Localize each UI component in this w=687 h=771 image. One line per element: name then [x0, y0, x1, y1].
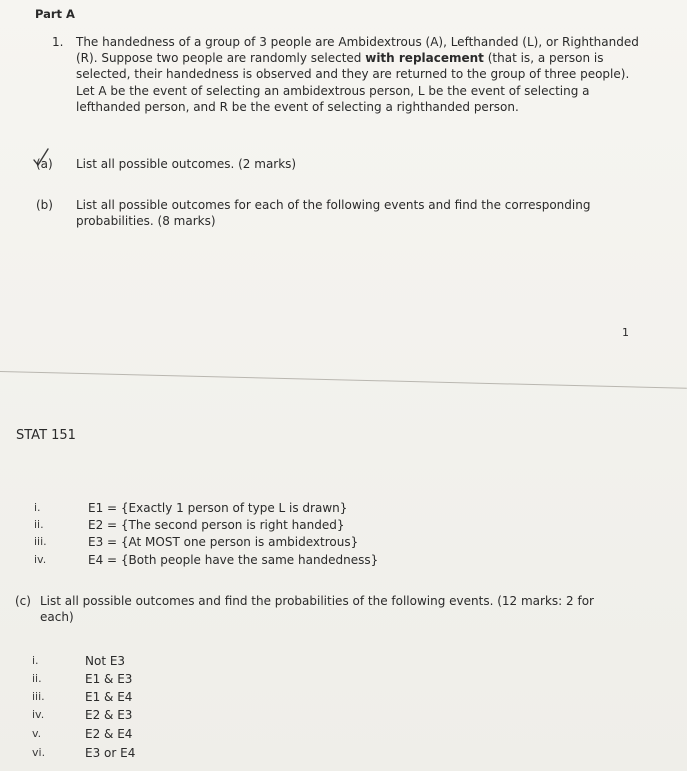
course-header: STAT 151 — [16, 428, 76, 443]
part-a-text: List all possible outcomes. (2 marks) — [76, 157, 297, 171]
part-c-text: List all possible outcomes and find the probabilities of the following events. (12 marks: 2 for each) — [40, 594, 594, 625]
question-text-part2: (that is, a person is selected, their handedness is observed and they are returned to the group of three people). Let A be the event of selecting an ambidextrous person, L be the event of selecting a lefthanded person, and R be the event of selecting a righthanded person. — [76, 51, 630, 114]
event-roman: iii. — [34, 535, 47, 548]
part-c-label: (c) — [15, 594, 31, 608]
combo-roman: iv. — [32, 708, 45, 721]
event-text: E1 = {Exactly 1 person of type L is drawn} — [88, 501, 348, 515]
combo-text: E2 & E3 — [85, 708, 133, 722]
event-text: E3 = {At MOST one person is ambidextrous} — [88, 535, 359, 549]
combo-roman: ii. — [32, 672, 42, 685]
combo-roman: vi. — [32, 746, 46, 759]
combo-text: E3 or E4 — [85, 746, 136, 760]
question-text — [76, 34, 651, 115]
page-break-divider — [0, 371, 687, 389]
question-text-bold: with replacement — [365, 51, 484, 66]
event-roman: i. — [34, 501, 41, 514]
combo-text: E1 & E3 — [85, 672, 133, 686]
part-a-label: (a) — [36, 157, 53, 171]
event-roman: ii. — [34, 518, 44, 531]
question-number: 1. — [52, 35, 64, 49]
event-text: E2 = {The second person is right handed} — [88, 518, 345, 532]
part-label: Part A — [35, 7, 75, 21]
combo-text: Not E3 — [85, 654, 126, 668]
part-b-label: (b) — [36, 198, 53, 212]
event-roman: iv. — [34, 553, 47, 566]
question-text-part1: The handedness of a group of 3 people are Ambidextrous (A), Lefthanded (L), or Righthanded (R). Suppose two people are randomly selected — [76, 35, 639, 66]
combo-roman: v. — [32, 727, 42, 740]
part-b-text: List all possible outcomes for each of the following events and find the corresponding probabilities. (8 marks) — [76, 198, 591, 229]
combo-text: E2 & E4 — [85, 727, 133, 741]
event-text: E4 = {Both people have the same handedness} — [88, 553, 379, 567]
combo-text: E1 & E4 — [85, 690, 133, 704]
combo-roman: iii. — [32, 690, 45, 703]
page-number: 1 — [622, 326, 629, 339]
combo-roman: i. — [32, 654, 39, 667]
